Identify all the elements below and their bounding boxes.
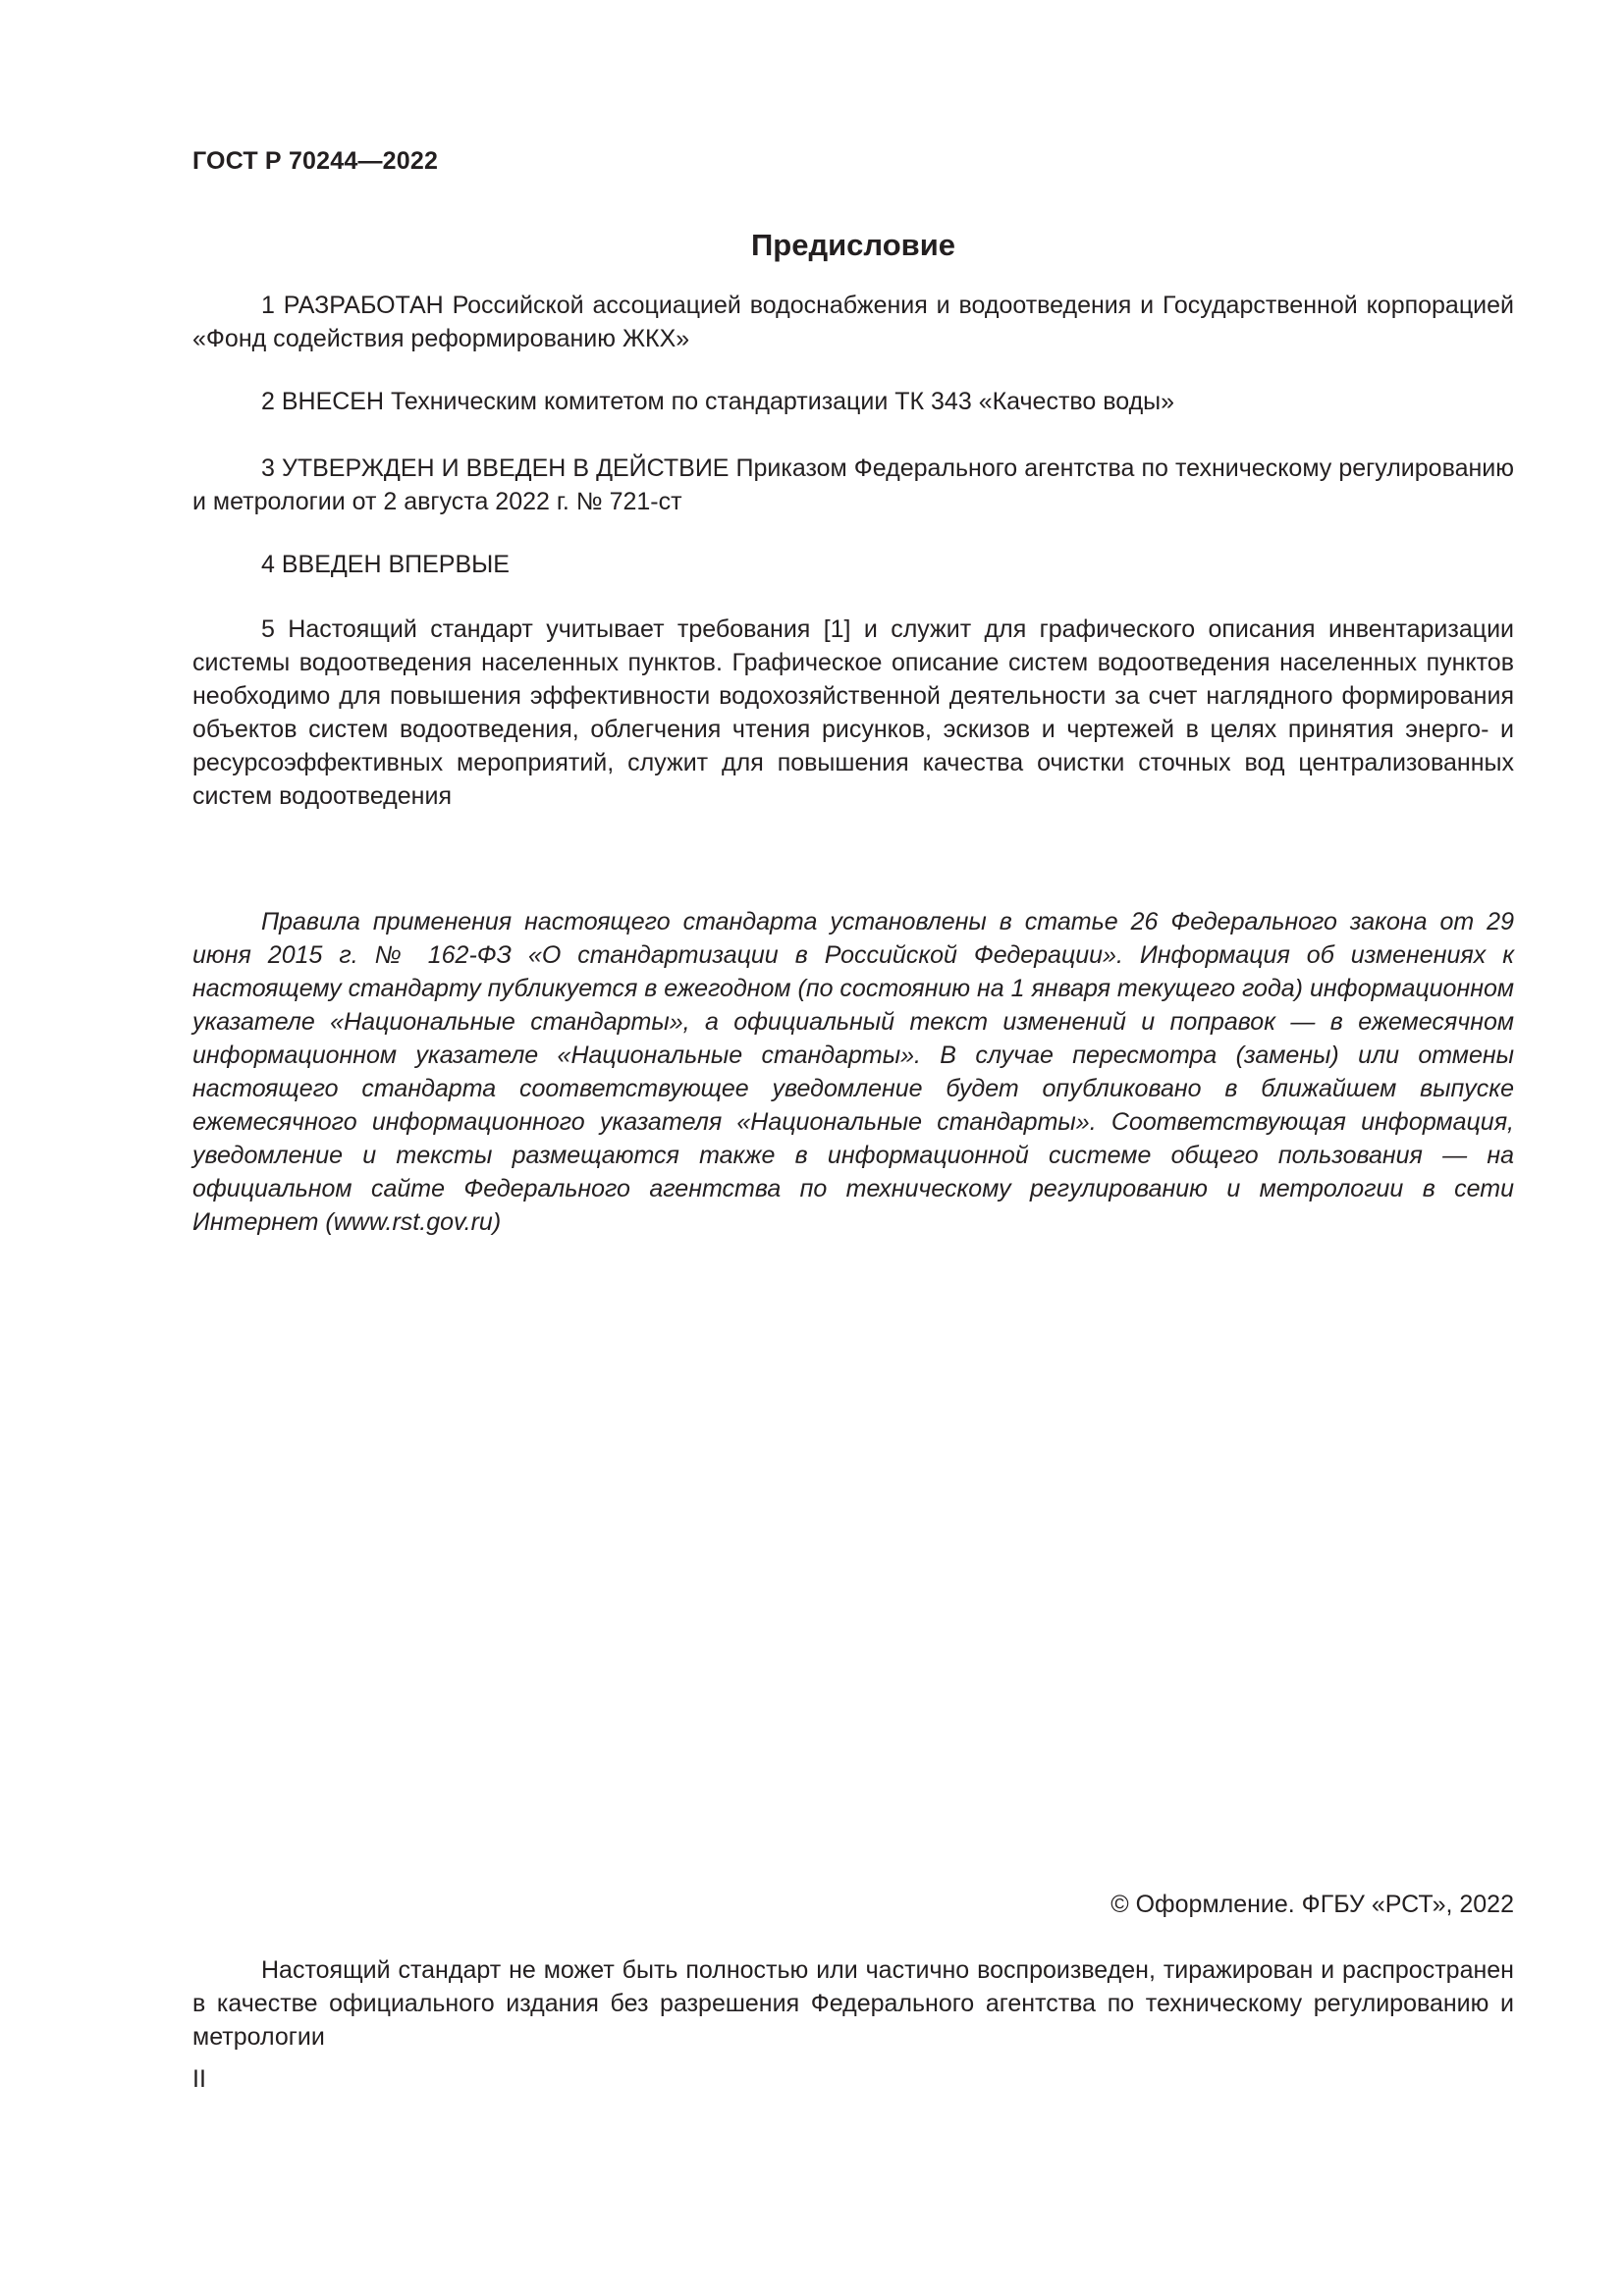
paragraph-developed-by: 1 РАЗРАБОТАН Российской ассоциацией водоснабжения и водоотведения и Государственной корпорацией «Фонд содействия реформированию ЖКХ» xyxy=(192,292,1514,352)
section-title: Предисловие xyxy=(750,228,955,262)
page-number: II xyxy=(192,2065,206,2093)
paragraph-purpose: 5 Настоящий стандарт учитывает требования [1] и служит для графического описания инвентаризации системы водоотведения населенных пунктов. Графическое описание систем водоотведения населенных пунктов необходимо для повышения эффективности водохозяйственной деятельности за счет наглядного формирования объектов систем водоотведения, облегчения чтения рисунков, эскизов и чертежей в целях принятия энерго- и ресурсоэффективных мероприятий, служит для повышения качества очистки сточных вод централизованных систем водоотведения xyxy=(192,615,1514,810)
copyright-line: © Оформление. ФГБУ «РСТ», 2022 xyxy=(1110,1891,1514,1918)
reproduction-notice: Настоящий стандарт не может быть полностью или частично воспроизведен, тиражирован и распространен в качестве официального издания без разрешения Федерального агентства по техническому регулированию и метрологии xyxy=(192,1956,1514,2051)
paragraph-introduced-by: 2 ВНЕСЕН Техническим комитетом по стандартизации ТК 343 «Качество воды» xyxy=(261,388,1175,415)
document-code: ГОСТ Р 70244—2022 xyxy=(192,147,439,175)
paragraph-approved: 3 УТВЕРЖДЕН И ВВЕДЕН В ДЕЙСТВИЕ Приказом Федерального агентства по техническому регулированию и метрологии от 2 августа 2022 г. № 721-ст xyxy=(192,454,1514,515)
rules-notice: Правила применения настоящего стандарта установлены в статье 26 Федерального закона от 29 июня 2015 г. № 162-ФЗ «О стандартизации в Российской Федерации». Информация об изменениях к настоящему стандарту публикуется в ежегодном (по состоянию на 1 января текущего года) информационном указателе «Национальные стандарты», а официальный текст изменений и поправок — в ежемесячном информационном указателе «Национальные стандарты». В случае пересмотра (замены) или отмены настоящего стандарта соответствующее уведомление будет опубликовано в ближайшем выпуске ежемесячного информационного указателя «Национальные стандарты». Соответствующая информация, уведомление и тексты размещаются также в информационной системе общего пользования — на официальном сайте Федерального агентства по техническому регулированию и метрологии в сети Интернет (www.rst.gov.ru) xyxy=(192,908,1515,1236)
paragraph-first-introduced: 4 ВВЕДЕН ВПЕРВЫЕ xyxy=(261,551,510,578)
